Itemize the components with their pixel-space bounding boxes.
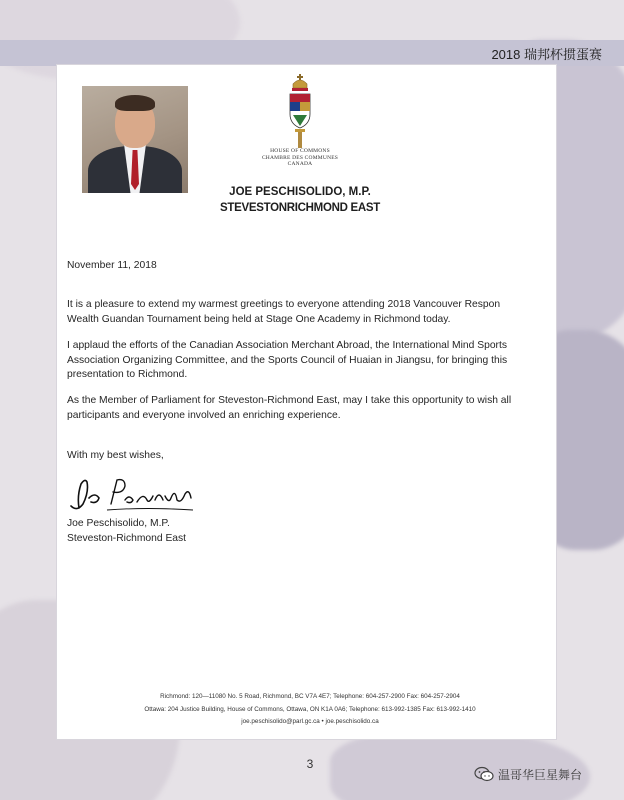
letter-date: November 11, 2018 — [67, 260, 157, 271]
portrait-hair — [115, 95, 155, 111]
footer-richmond-office: Richmond: 120—11080 No. 5 Road, Richmond, BC V7A 4E7; Telephone: 604-257-2900 Fax: 604-257-2904 — [160, 693, 460, 700]
signatory-name: Joe Peschisolido, M.P. — [67, 518, 170, 529]
footer-contact: joe.peschisolido@parl.gc.ca • joe.peschisolido.ca — [241, 718, 379, 725]
crest-caption — [230, 148, 370, 168]
letter-paragraph: I applaud the efforts of the Canadian Association Merchant Abroad, the International Mind Sports Association Organizing Committee, and the Sports Council of Huaian in Jiangsu, for bringing this presentation to Richmond. — [67, 340, 508, 380]
crest-caption-line: CANADA — [287, 161, 313, 167]
wechat-watermark — [474, 765, 582, 783]
letter-paragraph: As the Member of Parliament for Steveston-Richmond East, may I take this opportunity to wish all participants and everyone involved an enriching experience. — [67, 395, 512, 421]
letter-closing: With my best wishes, — [67, 450, 164, 461]
letter-paragraph: It is a pleasure to extend my warmest greetings to everyone attending 2018 Vancouver Respon Wealth Guandan Tournament being held at Stage One Academy in Richmond today. — [67, 299, 501, 325]
house-of-commons-crest-icon — [285, 74, 315, 148]
handwritten-signature — [67, 474, 199, 516]
mp-name-heading: JOE PESCHISOLIDO, M.P. — [229, 186, 371, 198]
mp-riding-heading: STEVESTONRICHMOND EAST — [220, 202, 380, 214]
signatory-riding: Steveston-Richmond East — [67, 533, 187, 544]
crest-caption-line: HOUSE OF COMMONS — [270, 148, 330, 154]
mp-portrait-photo — [82, 86, 188, 193]
crest-caption-line: CHAMBRE DES COMMUNES — [261, 154, 339, 161]
footer-ottawa-office: Ottawa: 204 Justice Building, House of Commons, Ottawa, ON K1A 0A6; Telephone: 613-992-1385 Fax: 613-992-1410 — [144, 706, 476, 713]
header-title: 2018 瑞邦杯掼蛋赛 — [491, 47, 602, 62]
watermark-text: 温哥华巨星舞台 — [498, 767, 583, 782]
wechat-icon — [474, 766, 494, 782]
page-number: 3 — [306, 757, 314, 771]
